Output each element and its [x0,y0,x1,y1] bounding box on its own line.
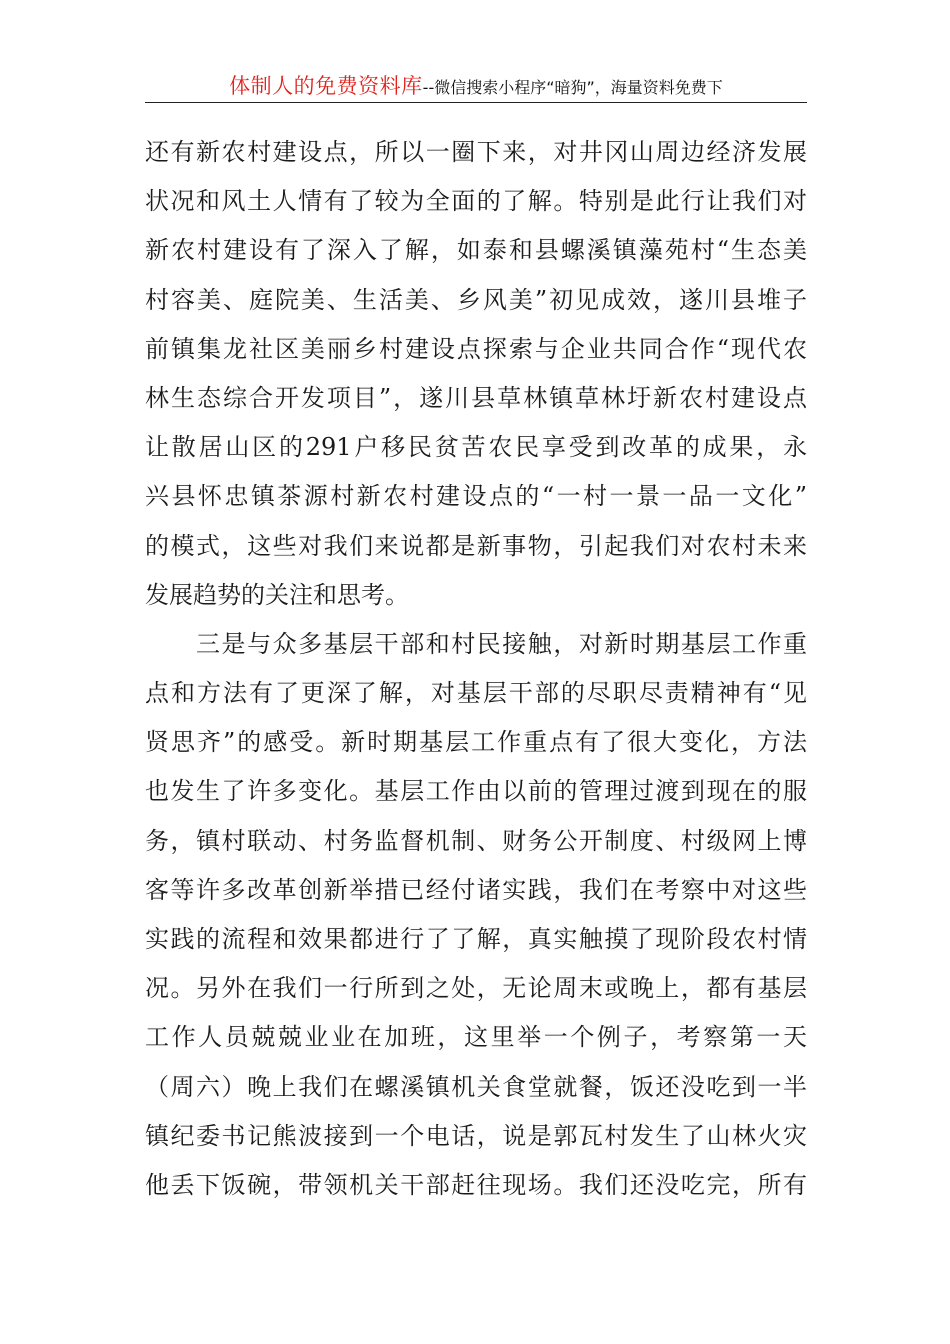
header-brand: 体制人的免费资料库 [229,74,423,98]
text-line: 的模式，这些对我们来说都是新事物，引起我们对农村未来 [145,531,807,560]
text-line: 状况和风土人情有了较为全面的了解。特别是此行让我们对 [145,187,807,216]
text-line: 客等许多改革创新举措已经付诸实践，我们在考察中对这些 [145,875,807,904]
header-tagline: --微信搜索小程序“暗狗”，海量资料免费下 [422,78,723,97]
text-line: 林生态综合开发项目”，遂川县草林镇草林圩新农村建设点 [145,383,807,412]
text-line: 镇纪委书记熊波接到一个电话，说是郭瓦村发生了山林火灾 [145,1121,807,1150]
document-body [145,128,807,1210]
text-line: 发展趋势的关注和思考。 [145,580,409,609]
text-line: 兴县怀忠镇茶源村新农村建设点的“一村一景一品一文化” [145,482,807,511]
text-line: 况。另外在我们一行所到之处，无论周末或晚上，都有基层 [145,974,807,1003]
text-line: 村容美、庭院美、生活美、乡风美”初见成效，遂川县堆子 [145,285,807,314]
text-line: 也发生了许多变化。基层工作由以前的管理过渡到现在的服 [145,777,807,806]
text-line: 三是与众多基层干部和村民接触，对新时期基层工作重 [145,629,807,658]
page-header [145,70,807,103]
text-line: 务，镇村联动、村务监督机制、财务公开制度、村级网上博 [145,826,807,855]
text-line: 还有新农村建设点，所以一圈下来，对井冈山周边经济发展 [145,138,807,166]
text-line: 实践的流程和效果都进行了了解，真实触摸了现阶段农村情 [145,925,807,953]
text-line: 让散居山区的291户移民贫苦农民享受到改革的成果，永 [145,433,807,462]
text-line: 新农村建设有了深入了解，如泰和县螺溪镇藻苑村“生态美 [145,236,807,265]
text-line: 贤思齐”的感受。新时期基层工作重点有了很大变化，方法 [145,728,807,757]
text-line: 前镇集龙社区美丽乡村建设点探索与企业共同合作“现代农 [145,334,807,363]
text-line: （周六）晚上我们在螺溪镇机关食堂就餐，饭还没吃到一半 [145,1072,807,1101]
text-line: 他丢下饭碗，带领机关干部赶往现场。我们还没吃完，所有 [145,1170,807,1199]
text-line: 点和方法有了更深了解，对基层干部的尽职尽责精神有“见 [145,679,807,708]
text-line: 工作人员兢兢业业在加班，这里举一个例子，考察第一天 [145,1023,807,1052]
